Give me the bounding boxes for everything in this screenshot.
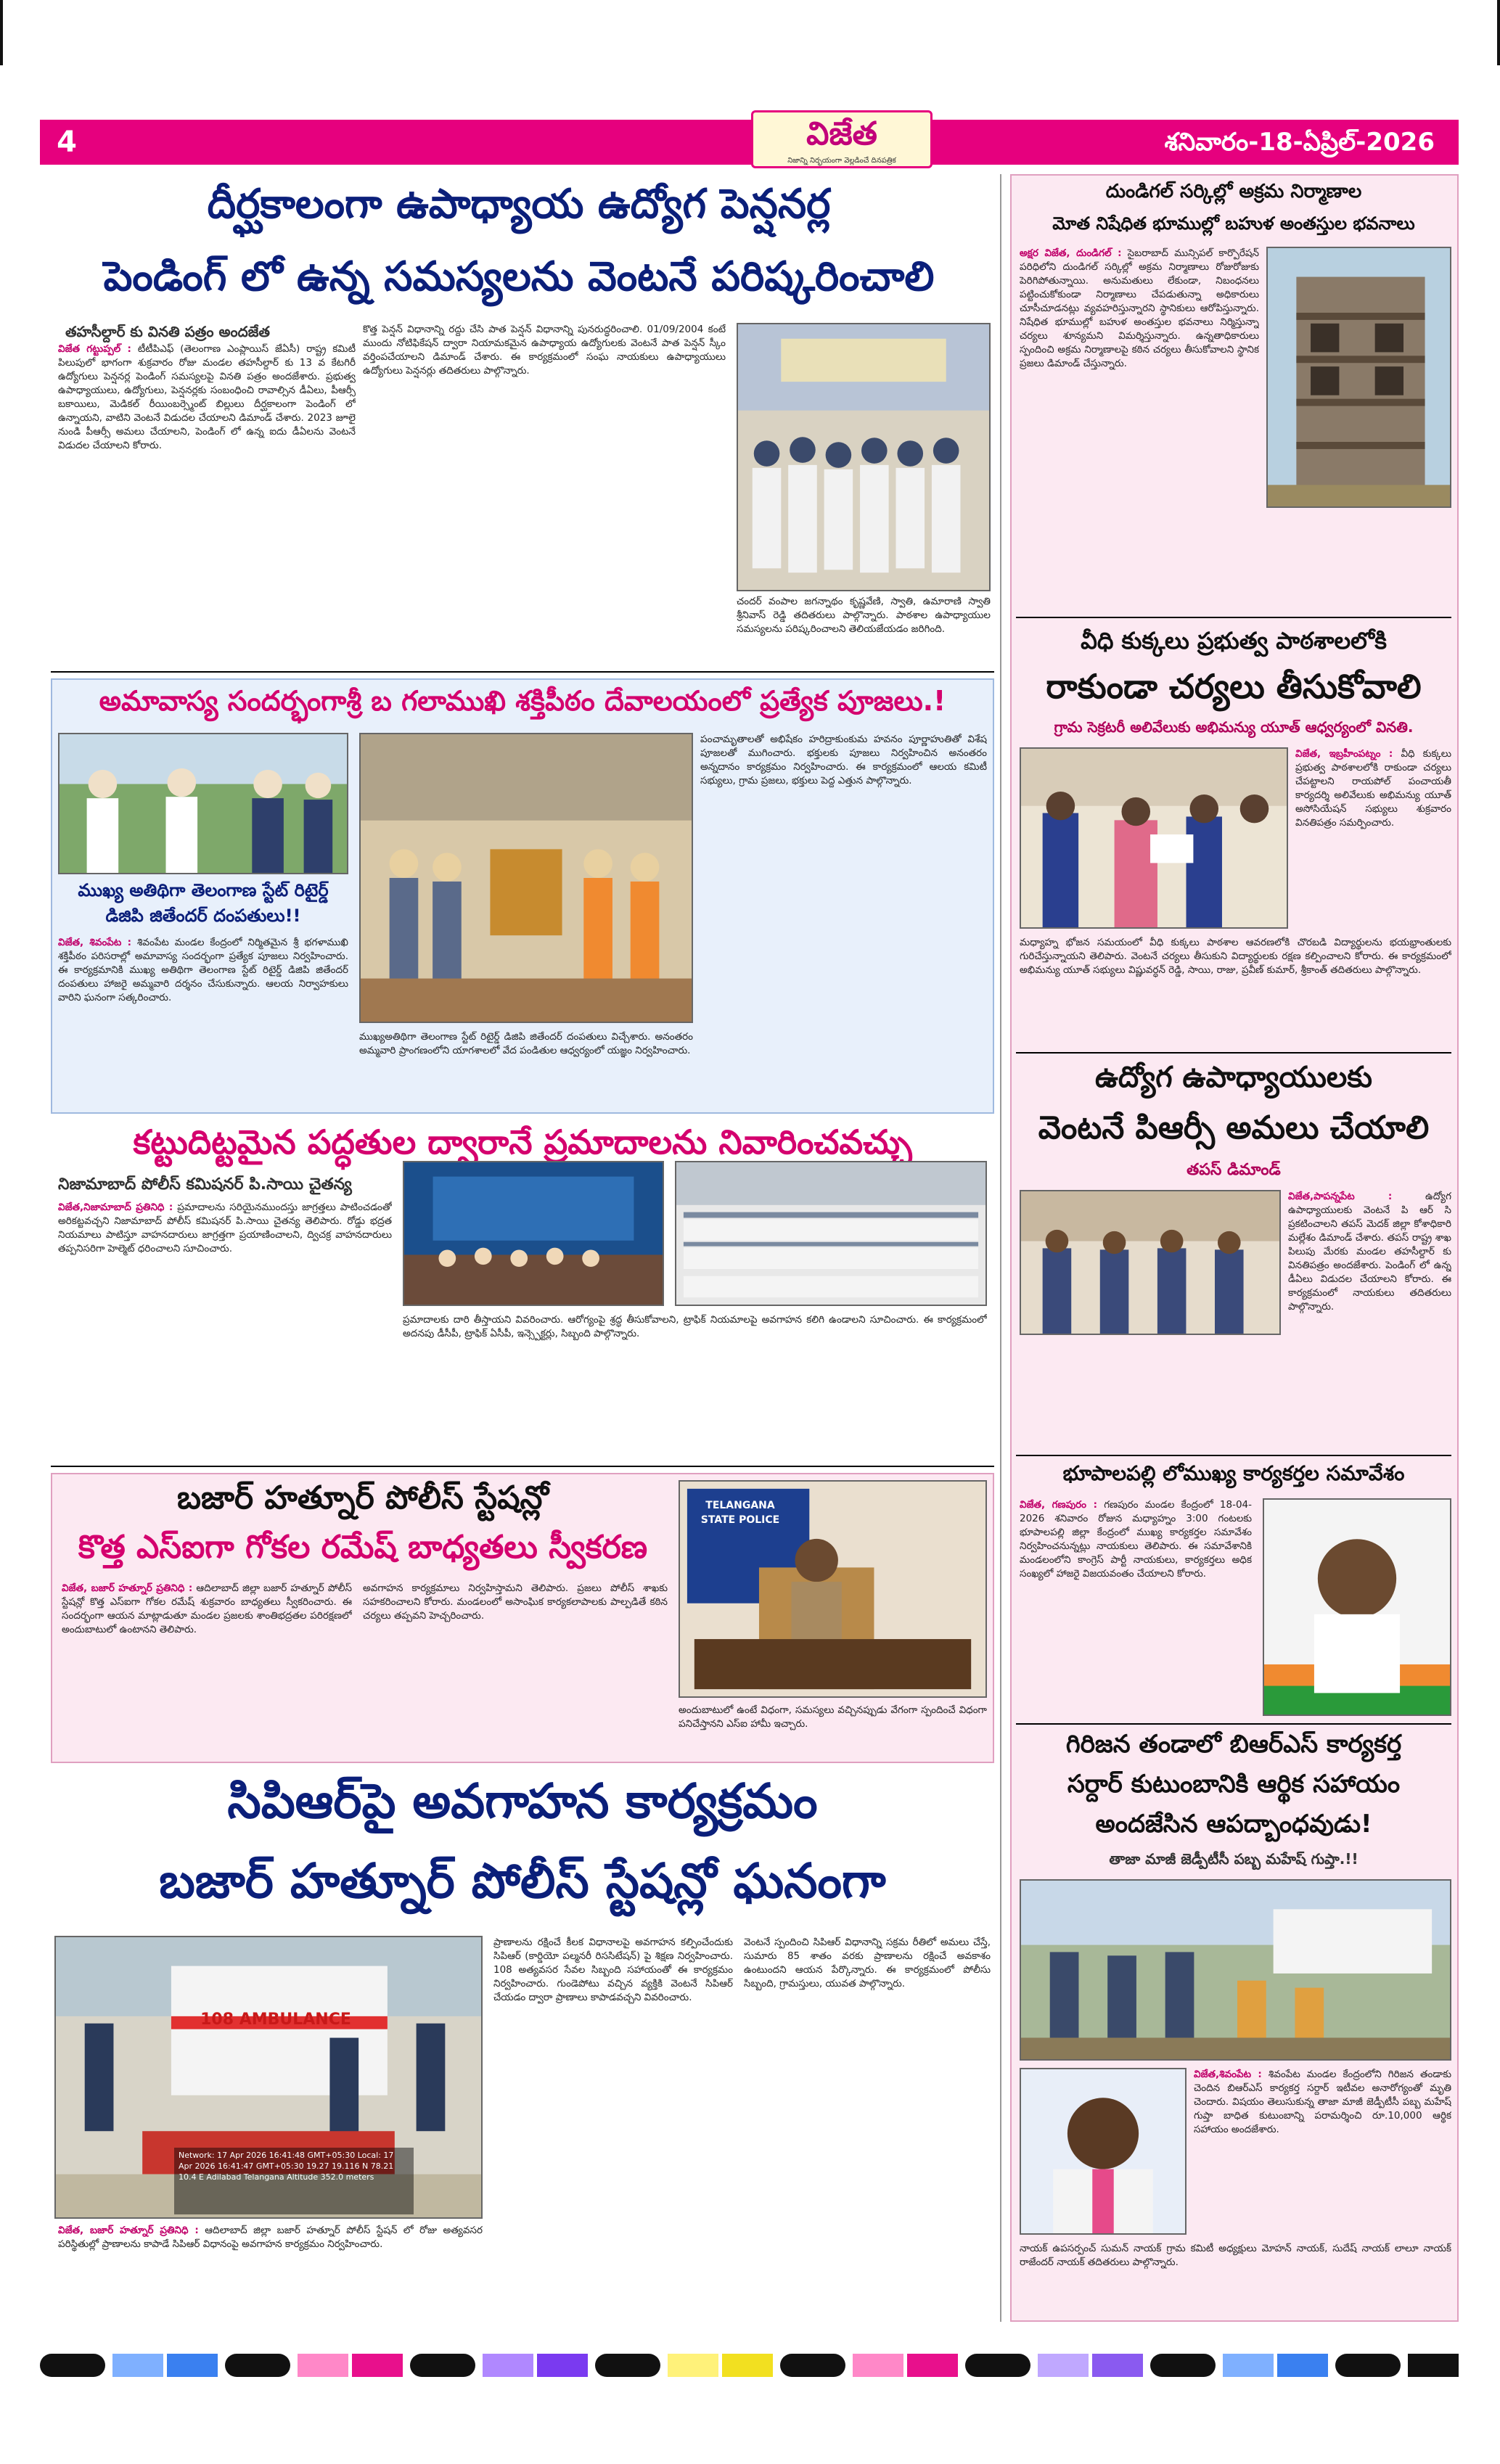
right2-body-long: మధ్యాహ్న భోజన సమయంలో వీధి కుక్కలు పాఠశాల ఆవరణలోకి చొరబడి విద్యార్థులను భయభ్రాంతులకు గురిచేస్తున్నాయని తెలిపారు. వెంటనే చర్యలు తీసుకుని విద్యార్థులకు రక్షణ కల్పించాలని కోరారు. ఈ కార్యక్రమంలో అభిమన్యు యూత్ సభ్యులు విష్ణువర్ధన్ రెడ్డి, సాయి, రాజు, ప్రవీణ్ కుమార్, శ్రీకాంత్ తదితరులు పాల్గొన్నారు.: [1020, 937, 1451, 976]
story5-headline-2: బజార్ హత్నూర్ పోలీస్ స్టేషన్లో ఘనంగా: [159, 1853, 886, 1909]
story1-body-col1: [58, 342, 356, 665]
right1-photo-building: [1266, 247, 1451, 508]
right3-photo-meeting: [1020, 1190, 1281, 1335]
right1-body: [1020, 247, 1259, 609]
column-divider: [1000, 174, 1001, 2322]
story5-body-under-photo: [58, 2224, 483, 2311]
story2-photo-center: [359, 733, 693, 1023]
right3-body: [1288, 1190, 1451, 1451]
right2-body-text-short: వీధి కుక్కలు ప్రభుత్వ పాఠశాలలోకి రాకుండా చర్యలు చేపట్టాలని రాయపోల్ పంచాయతీ కార్యదర్శి అలివేలుకు అభిమన్యు యూత్ అసోసియేషన్ సభ్యులు శుక్రవారం వినతిపత్రం సమర్పించారు.: [1295, 748, 1451, 829]
story2-body-text-left: శివంపేట మండల కేంద్రంలో నిర్మితమైన శ్రీ భగళాముఖి శక్తిపీఠం పరిసరాల్లో అమావాస్య సందర్భంగా ప్రత్యేక పూజలు నిర్వహించారు. ఈ కార్యక్రమానికి ముఖ్య అతిథిగా తెలంగాణ స్టేట్ రిటైర్డ్ డిజిపి జితేందర్ దంపతులు హాజరై అమ్మవారి దర్శనం చేసుకున్నారు. ఆలయ నిర్వాహకులు వారిని ఘనంగా సత్కరించారు.: [58, 937, 348, 1003]
story2-headline: అమావాస్య సందర్భంగాశ్రీ బ గలాముఖి శక్తిపీఠం దేవాలయంలో ప్రత్యేక పూజలు.!: [99, 685, 946, 717]
color-registration-strip: [40, 2351, 1459, 2380]
right5-body-text-right: శివంపేట మండల కేంద్రంలోని గిరిజన తండాకు చెందిన బిఆర్ఎస్ కార్యకర్త సర్దార్ ఇటీవల అనారోగ్యంతో మృతి చెందారు. విషయం తెలుసుకున్న తాజా మాజీ జెడ్పీటీసీ పబ్బ మహేష్ గుప్తా బాధిత కుటుంబాన్ని పరామర్శించి రూ.10,000 ఆర్థిక సహాయం అందజేశారు.: [1194, 2069, 1451, 2135]
story3-dateline: విజేత,నిజామాబాద్ ప్రతినిధి :: [58, 1202, 173, 1213]
story2-caption-1: ముఖ్య అతిథిగా తెలంగాణ స్టేట్ రిటైర్డ్: [78, 880, 329, 900]
story1-photo-group: [737, 323, 991, 591]
right2-body-short: [1295, 747, 1451, 929]
right5-headline-3: అందజేసిన ఆపద్బాంధవుడు!: [1095, 1810, 1372, 1839]
story3-body-left: [58, 1201, 392, 1458]
right5-body-bottom: నాయక్ ఉపసర్పంచ్ సుమన్ నాయక్ గ్రామ కమిటీ అధ్యక్షులు మోహన్ నాయక్, సుదేష్ నాయక్ లాలూ నాయక్ రాజేందర్ నాయక్ తదితరులు పాల్గొన్నారు.: [1020, 2243, 1451, 2268]
mahesh-gupta-portrait-image: [1021, 2069, 1185, 2233]
story1-headline-1: దీర్ఘకాలంగా ఉపాధ్యాయ ఉద్యోగ పెన్షనర్ల: [207, 181, 831, 228]
story2-body-mid: ముఖ్యఅతిథిగా తెలంగాణ స్టేట్ రిటైర్డ్ డిజిపి జితేందర్ దంపతులు విచ్చేశారు. అనంతరం అమ్మవారి ప్రాంగణంలోని యాగశాలలో వేద పండితుల ఆధ్వర్యంలో యజ్ఞం నిర్వహించారు.: [359, 1031, 693, 1056]
story3-photo-stage: [403, 1161, 664, 1306]
issue-date: శనివారం-18-ఏప్రిల్-2026: [1164, 128, 1435, 157]
right5-photo-portrait: [1020, 2068, 1187, 2235]
right5-photo-visit: [1020, 1879, 1451, 2061]
stage-photo-image: [404, 1162, 663, 1305]
story2-body-left: [58, 936, 348, 1110]
story5-photo-overlay: Network: 17 Apr 2026 16:41:48 GMT+05:30 Local: 17 Apr 2026 16:41:47 GMT+05:30 19.27 19.116 N 78.21 10.4 E Adilabad Telangana Altitude 352.0 meters: [174, 2148, 414, 2214]
logo-text: విజేత: [806, 115, 877, 152]
story4-dateline: విజేత, బజార్ హత్నూర్ ప్రతినిధి :: [62, 1582, 193, 1594]
right4-photo-portrait: [1263, 1498, 1451, 1716]
right3-headline-1: ఉద్యోగ ఉపాధ్యాయులకు: [1094, 1061, 1372, 1094]
teachers-photo-image: [1021, 1191, 1279, 1334]
story1-body-col2: కొత్త పెన్షన్ విధానాన్ని రద్దు చేసి పాత పెన్షన్ విధానాన్ని పునరుద్ధరించాలి. 01/09/2004 కంటే ముందు నోటిఫికేషన్ ద్వారా నియామకమైన ఉపాధ్యాయ ఉద్యోగులకు వెంటనే పాత పెన్షన్ స్కీం వర్తింపచేయాలని డిమాండ్ చేశారు. ఈ కార్యక్రమంలో సంఘ నాయకులు ఉపాధ్యాయులు ఉద్యోగులు పెన్షనర్లు తదితరులు పాల్గొన్నారు.: [363, 324, 726, 377]
group-photo-image: [738, 324, 989, 590]
story5-body-text-photo: ఆదిలాబాద్ జిల్లా బజార్ హత్నూర్ పోలీస్ స్టేషన్ లో రోజు అత్యవసర పరిస్థితుల్లో ప్రాణాలను కాపాడే సిపిఆర్ విధానంపై అవగాహన కార్యక్రమం నిర్వహించారు.: [58, 2225, 483, 2250]
divider-1: [51, 671, 994, 673]
right1-headline-2: మోత నిషేధిత భూముల్లో బహుళ అంతస్తుల భవనాలు: [1052, 213, 1415, 234]
right4-dateline: విజేత, గణపురం :: [1020, 1499, 1098, 1511]
story5-dateline: విజేత, బజార్ హత్నూర్ ప్రతినిధి :: [58, 2225, 199, 2236]
story2-photo-left: [58, 733, 348, 874]
divider-r1: [1016, 617, 1451, 618]
right2-photo-petition: [1020, 747, 1288, 929]
right4-headline: భూపాలపల్లి లోముఖ్య కార్యకర్తల సమావేశం: [1062, 1461, 1405, 1485]
story2-dateline: విజేత, శివంపేట :: [58, 937, 132, 948]
right4-body: [1020, 1498, 1252, 1716]
right5-headline-2: సర్దార్ కుటుంబానికి ఆర్థిక సహాయం: [1067, 1770, 1401, 1799]
right1-body-text: సైబరాబాద్ మున్సిపల్ కార్పొరేషన్ పరిధిలోని దుండిగల్ సర్కిల్లో అక్రమ నిర్మాణాలు రోజురోజుకు పెరిగిపోతున్నాయి. అనుమతులు లేకుండా, నిబంధనలు పట్టించుకోకుండా నిర్మాణాలు చేపడుతున్నా అధికారులు చూసీచూడనట్లు వ్యవహరిస్తున్నారని స్థానికులు ఆరోపిస్తున్నారు. నిషేధిత భూముల్లో బహుళ అంతస్తుల భవనాలు నిర్మిస్తున్నా చర్యలు శూన్యమని విమర్శిస్తున్నారు. ఉన్నతాధికారులు స్పందించి అక్రమ నిర్మాణాలపై కఠిన చర్యలు తీసుకోవాలని స్థానిక ప్రజలు డిమాండ్ చేస్తున్నారు.: [1020, 247, 1259, 369]
story4-body-text-left: ఆదిలాబాద్ జిల్లా బజార్ హత్నూర్ పోలీస్ స్టేషన్లో కొత్త ఎస్ఐగా గోకల రమేష్ శుక్రవారం బాధ్యతలు స్వీకరించారు. ఈ సందర్భంగా ఆయన మాట్లాడుతూ మండల ప్రజలకు శాంతిభద్రతల పరిరక్షణలో అందుబాటులో ఉంటానని తెలిపారు.: [62, 1582, 352, 1635]
right2-headline-1: వీధి కుక్కలు ప్రభుత్వ పాఠశాలలోకి: [1081, 627, 1387, 654]
crop-mark-top-left: [0, 0, 3, 65]
story5-body-col2: ప్రాణాలను రక్షించే కీలక విధానాలపై అవగాహన కల్పించేందుకు సిపిఆర్ (కార్డియో పల్మనరీ రిససిటేషన్) పై శిక్షణ నిర్వహించారు. 108 అత్యవసర సేవల సిబ్బంది సహాయంతో ఈ కార్యక్రమం నిర్వహించారు. గుండెపోటు వచ్చిన వ్యక్తికి వెంటనే సిపిఆర్ చేయడం ద్వారా ప్రాణాలు కాపాడవచ్చని వివరించారు.: [493, 1937, 733, 2003]
story3-body-text-left: ప్రమాదాలను సరియైనముందస్తు జాగ్రత్తలు పాటించడంతో అరికట్టవచ్చని నిజామాబాద్ పోలీస్ కమిషనర్ పి.సాయి చైతన్య తెలిపారు. రోడ్డు భద్రత నియమాలు పాటిస్తూ వాహనదారులు జాగ్రత్తగా ప్రయాణించాలని, ద్విచక్ర వాహనదారులు తప్పనిసరిగా హెల్మెట్ ధరించాలని సూచించారు.: [58, 1202, 392, 1254]
police-sign-text: TELANGANA STATE POLICE: [700, 1500, 780, 1526]
right3-dateline: విజేత,పాపన్నపేట :: [1288, 1191, 1393, 1202]
right3-headline-2: వెంటనే పిఆర్సీ అమలు చేయాలి: [1038, 1109, 1430, 1146]
story5-headline-1: సిపిఆర్‌పై అవగాహన కార్యక్రమం: [227, 1773, 818, 1829]
right5-dateline: విజేత,శివంపేట :: [1194, 2069, 1262, 2080]
right2-byline: గ్రామ సెక్రటరీ అలివేలుకు అభిమన్యు యూత్ ఆధ్వర్యంలో వినతి.: [1054, 718, 1414, 736]
ambulance-label: 108 AMBULANCE: [200, 2011, 351, 2029]
right1-dateline: అక్షర విజేత, దుండిగల్ :: [1020, 247, 1122, 259]
right2-dateline: విజేత, ఇబ్రహీంపట్నం :: [1295, 748, 1393, 760]
divider-3: [51, 1466, 994, 1467]
audience-photo-image: [676, 1162, 985, 1305]
right3-byline: తపస్ డిమాండ్: [1187, 1161, 1281, 1179]
right4-body-text: గణపురం మండల కేంద్రంలో 18-04-2026 శనివారం రోజున మధ్యాహ్నం 3:00 గంటలకు భూపాలపల్లి జిల్లా కేంద్రంలో ముఖ్య కార్యకర్తల సమావేశం నిర్వహించనున్నట్లు నాయకులు తెలిపారు. ఈ సమావేశానికి మండలంలోని కాంగ్రెస్ పార్టీ నాయకులు, కార్యకర్తలు అధిక సంఖ్యలో హాజరై విజయవంతం చేయాలని కోరారు.: [1020, 1499, 1252, 1580]
story4-headline-1: బజార్ హత్నూర్ పోలీస్ స్టేషన్లో: [176, 1479, 549, 1516]
story3-body-right: ప్రమాదాలకు దారి తీస్తాయని వివరించారు. ఆరోగ్యంపై శ్రద్ధ తీసుకోవాలని, ట్రాఫిక్ నియమాలపై అవగాహన కలిగి ఉండాలని సూచించారు. ఈ కార్యక్రమంలో అదనపు డీసీపీ, ట్రాఫిక్ ఏసీపీ, ఇన్స్పెక్టర్లు, సిబ్బంది పాల్గొన్నారు.: [403, 1314, 987, 1339]
logo-tagline: నిజాన్ని నిర్భయంగా వెల్లడించే దినపత్రిక: [787, 157, 896, 165]
story4-photo-caption: అందుబాటులో ఉంటే విధంగా, సమస్యలు వచ్చినప్పుడు వేగంగా స్పందించే విధంగా పనిచేస్తానని ఎస్ఐ హామీ ఇచ్చారు.: [679, 1704, 987, 1730]
leader-portrait-image: [1264, 1500, 1450, 1714]
registration-bars: [40, 2351, 1459, 2380]
story3-photo-audience: [675, 1161, 987, 1306]
right5-byline: తాజా మాజీ జెడ్పీటీసీ పబ్బ మహేష్ గుప్తా.!!: [1109, 1850, 1358, 1868]
building-photo-image: [1268, 248, 1450, 506]
petition-photo-image: [1021, 749, 1287, 927]
story1-body-text-1: టీటీపిఎఫ్ (తెలంగాణ ఎంప్లాయిస్ జేఏసీ) రాష్ట్ర కమిటీ పిలుపులో భాగంగా శుక్రవారం రోజు మండల తహసీల్దార్ కు 13 వ కేటగిరీ ఉద్యోగులు పెన్షనర్ల పెండింగ్ సమస్యలపై వినతి పత్రం అందజేశారు. ప్రభుత్వ ఉపాధ్యాయులు, ఉద్యోగులు, పెన్షనర్లకు సంబంధించి రావాల్సిన డీఏలు, పీఆర్సీ బకాయిలు, మెడికల్ రీయింబర్స్మెంట్ బిల్లులు దీర్ఘకాలంగా పెండింగ్ లో ఉన్నాయని, వాటిని వెంటనే విడుదల చేయాలని డిమాండ్ చేశారు. 2023 జూలై నుండి పీఆర్సీ అమలు చేయాలని, పెండింగ్ లో ఉన్న ఐదు డీఏలను వెంటనే విడుదల చేయాలని కోరారు.: [58, 343, 356, 451]
right1-headline-1: దుండిగల్ సర్కిల్లో అక్రమ నిర్మాణాల: [1105, 181, 1362, 202]
story3-headline: కట్టుదిట్టమైన పద్ధతుల ద్వారానే ప్రమాదాలను నివారించవచ్చు: [133, 1122, 912, 1162]
story1-headline-2: పెండింగ్ లో ఉన్న సమస్యలను వెంటనే పరిష్కరించాలి: [103, 253, 935, 300]
page-number: 4: [57, 126, 77, 159]
story4-headline-2: కొత్త ఎస్ఐగా గోకల రమేష్ బాధ్యతలు స్వీకరణ: [78, 1529, 648, 1566]
divider-r3: [1016, 1455, 1451, 1456]
story1-byline: తహసీల్దార్ కు వినతి పత్రం అందజేత: [65, 323, 270, 340]
crop-mark-top-right: [1497, 0, 1500, 65]
temple-photo-image: [361, 734, 692, 1022]
guests-photo-image: [60, 734, 347, 873]
story1-body-col3: చందర్ వంపాల జగన్నాథం కృష్ణవేణి, స్వాతి, ఉమారాణి స్వాతి శ్రీనివాస్ రెడ్డి తదితరులు పాల్గొన్నారు. పాఠశాల ఉపాధ్యాయుల సమస్యలను పరిష్కరించాలని తెలియజేయడం జరిగింది.: [737, 596, 991, 635]
story2-caption-2: డిజిపి జితేందర్ దంపతులు!!: [105, 905, 301, 926]
divider-r4: [1016, 1723, 1451, 1725]
family-visit-photo-image: [1021, 1881, 1450, 2059]
right5-headline-1: గిరిజన తండాలో బిఆర్ఎస్ కార్యకర్త: [1065, 1730, 1402, 1759]
right5-body-right: [1194, 2068, 1451, 2235]
story4-body-mid: అవగాహన కార్యక్రమాలు నిర్వహిస్తామని తెలిపారు. ప్రజలు పోలీస్ శాఖకు సహకరించాలని కోరారు. మండలంలో అసాంఘిక కార్యకలాపాలకు పాల్పడితే కఠిన చర్యలు తప్పవని హెచ్చరించారు.: [363, 1582, 668, 1622]
story1-dateline: విజేత గట్టుప్పల్ :: [58, 343, 131, 355]
right2-headline-2: రాకుండా చర్యలు తీసుకోవాలి: [1046, 667, 1422, 706]
newspaper-logo: [751, 110, 933, 168]
story4-body-left: [62, 1582, 352, 1756]
right3-body-text: ఉద్యోగ ఉపాధ్యాయులకు వెంటనే పి ఆర్ సి ప్రకటించాలని తపస్ మెదక్ జిల్లా కోశాధికారి మల్లేశం డిమాండ్ చేశారు. తపస్ రాష్ట్ర శాఖ పిలుపు మేరకు మండల తహసీల్దార్ కు వినతిపత్రం అందజేశారు. పెండింగ్ లో ఉన్న డీఏలు విడుదల చేయాలని కోరారు. ఈ కార్యక్రమంలో నాయకులు తదితరులు పాల్గొన్నారు.: [1288, 1191, 1451, 1313]
story5-body-col3: వెంటనే స్పందించి సిపిఆర్ విధానాన్ని సక్రమ రీతిలో అమలు చేస్తే, సుమారు 85 శాతం వరకు ప్రాణాలను రక్షించే అవకాశం ఉంటుందని ఆయన పేర్కొన్నారు. ఈ కార్యక్రమంలో పోలీసు సిబ్బంది, గ్రామస్తులు, యువత పాల్గొన్నారు.: [744, 1937, 991, 1989]
story3-byline: నిజామాబాద్ పోలీస్ కమిషనర్ పి.సాయి చైతన్య: [58, 1175, 352, 1194]
story2-body-right: పంచామృతాలతో అభిషేకం హరిద్రాకుంకుమ హవనం పూర్ణాహుతితో విశేష పూజలతో ముగించారు. భక్తులకు పూజలు నిర్వహించిన అనంతరం అన్నదానం కార్యక్రమం నిర్వహించారు. ఈ కార్యక్రమంలో ఆలయ కమిటీ సభ్యులు, గ్రామ ప్రజలు, భక్తులు పెద్ద ఎత్తున పాల్గొన్నారు.: [700, 734, 987, 787]
divider-r2: [1016, 1052, 1451, 1054]
